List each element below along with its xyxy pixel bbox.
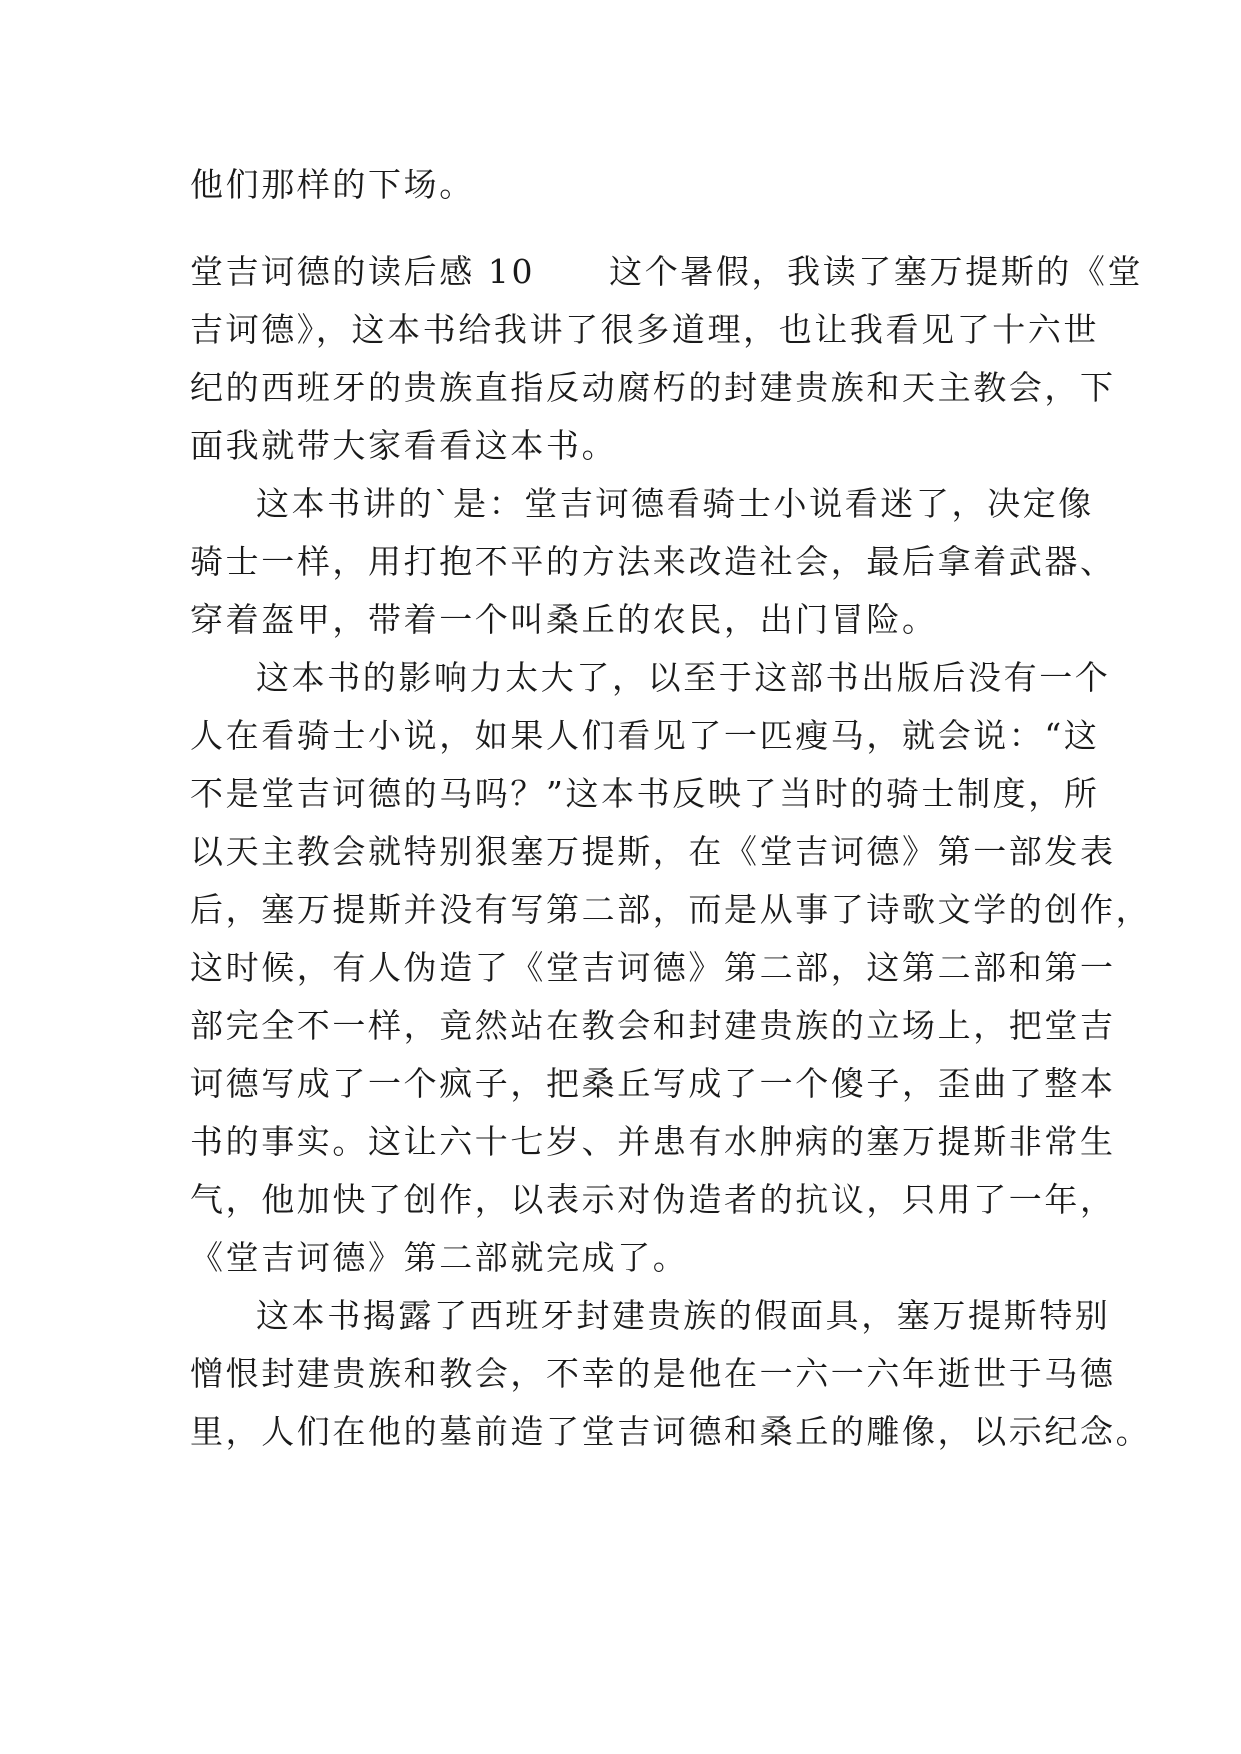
text-line: 诃德写成了一个疯子，把桑丘写成了一个傻子，歪曲了整本 — [190, 1064, 1116, 1103]
text-line: 不是堂吉诃德的马吗？”这本书反映了当时的骑士制度，所 — [190, 774, 1100, 813]
text-line: 纪的西班牙的贵族直指反动腐朽的封建贵族和天主教会，下 — [190, 368, 1116, 407]
text-line: 这本书揭露了西班牙封建贵族的假面具，塞万提斯特别 — [256, 1296, 1111, 1335]
text-line: 他们那样的下场。 — [190, 165, 475, 204]
text-line: 憎恨封建贵族和教会，不幸的是他在一六一六年逝世于马德 — [190, 1354, 1116, 1393]
text-line: 书的事实。这让六十七岁、并患有水肿病的塞万提斯非常生 — [190, 1122, 1116, 1161]
text-line: 《堂吉诃德》第二部就完成了。 — [190, 1238, 689, 1277]
text-line: 里，人们在他的墓前造了堂吉诃德和桑丘的雕像，以示纪念。 — [190, 1412, 1152, 1451]
paragraph-start: 这个暑假，我读了塞万提斯的《堂 — [609, 252, 1144, 291]
text-line: 穿着盔甲，带着一个叫桑丘的农民，出门冒险。 — [190, 600, 938, 639]
text-line: 吉诃德》，这本书给我讲了很多道理，也让我看见了十六世 — [190, 310, 1100, 349]
text-line: 人在看骑士小说，如果人们看见了一匹瘦马，就会说：“这 — [190, 716, 1100, 755]
text-line: 气，他加快了创作，以表示对伪造者的抗议，只用了一年， — [190, 1180, 1116, 1219]
text-line: 后，塞万提斯并没有写第二部，而是从事了诗歌文学的创作， — [190, 890, 1152, 929]
text-line: 部完全不一样，竟然站在教会和封建贵族的立场上，把堂吉 — [190, 1006, 1116, 1045]
text-line: 这本书的影响力太大了，以至于这部书出版后没有一个 — [256, 658, 1111, 697]
text-line: 以天主教会就特别狠塞万提斯，在《堂吉诃德》第一部发表 — [190, 832, 1116, 871]
essay-heading: 堂吉诃德的读后感 10 — [190, 252, 536, 291]
text-line: 骑士一样，用打抱不平的方法来改造社会，最后拿着武器、 — [190, 542, 1116, 581]
text-line: 这时候，有人伪造了《堂吉诃德》第二部，这第二部和第一 — [190, 948, 1116, 987]
text-line — [190, 242, 1144, 302]
text-line: 这本书讲的`是：堂吉诃德看骑士小说看迷了，决定像 — [256, 484, 1094, 523]
text-line: 面我就带大家看看这本书。 — [190, 426, 618, 465]
